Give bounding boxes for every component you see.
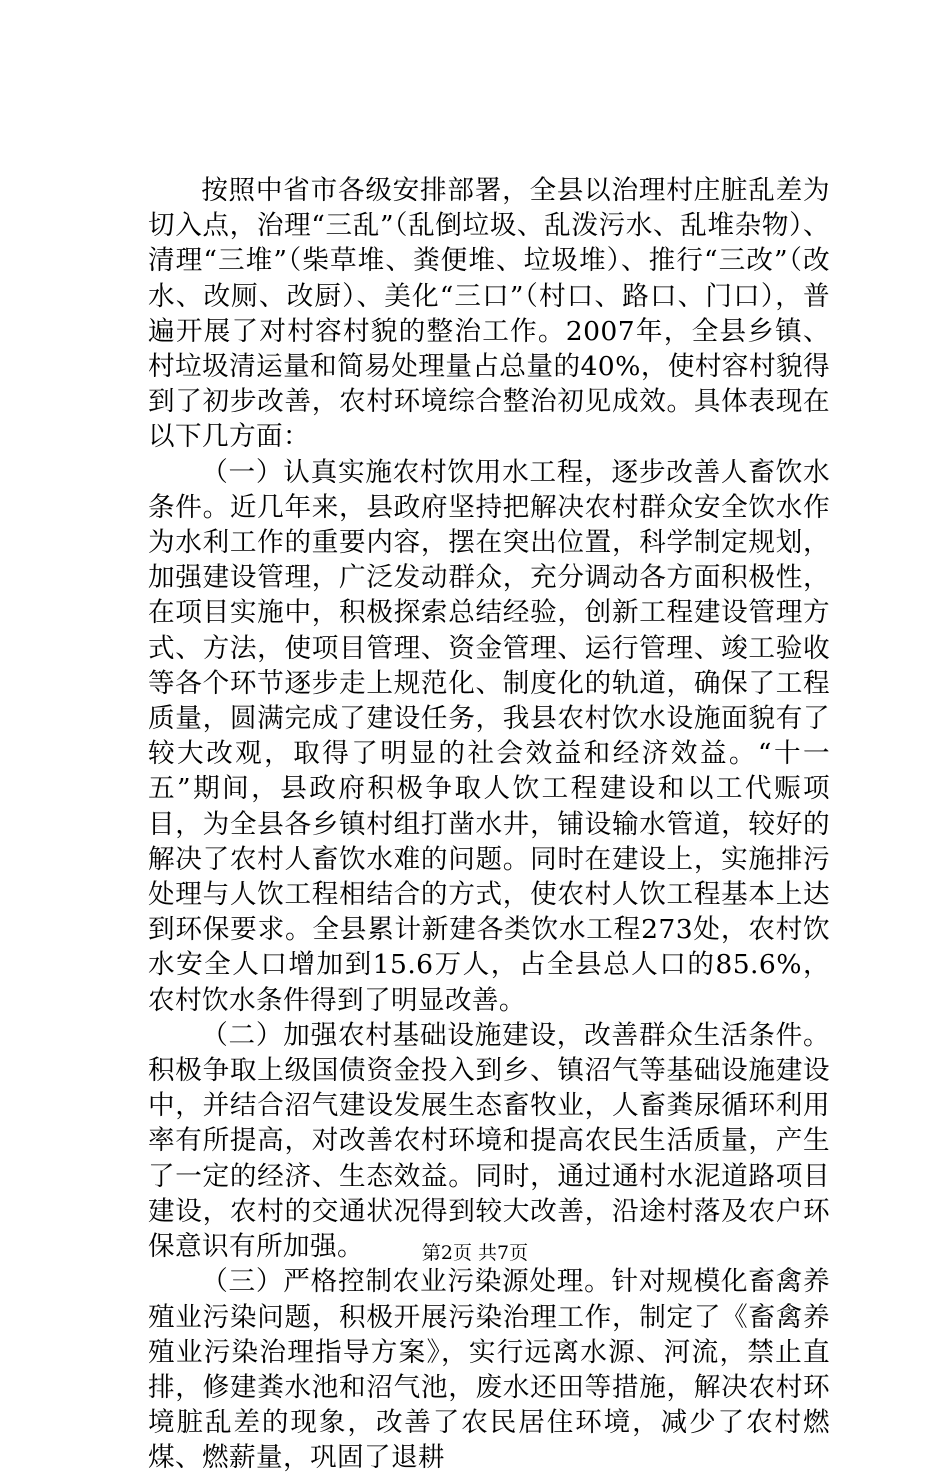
paragraph-section-1: （一）认真实施农村饮用水工程，逐步改善人畜饮水条件。近几年来，县政府坚持把解决农村群众安全饮水作为水利工作的重要内容，摆在突出位置，科学制定规划，加强建设管理，广泛发动群众，充分调动各方面积极性，在项目实施中，积极探索总结经验，创新工程建设管理方式、方法，使项目管理、资金管理、运行管理、竣工验收等各个环节逐步走上规范化、制度化的轨道，确保了工程质量，圆满完成了建设任务，我县农村饮水设施面貌有了较大改观，取得了明显的社会效益和经济效益。“十一五”期间，县政府积极争取人饮工程建设和以工代赈项目，为全县各乡镇村组打凿水井，铺设输水管道，较好的解决了农村人畜饮水难的问题。同时在建设上，实施排污处理与人饮工程相结合的方式，使农村人饮工程基本上达到环保要求。全县累计新建各类饮水工程273处，农村饮水安全人口增加到15.6万人，占全县总人口的85.6%，农村饮水条件得到了明显改善。 <box>148 456 830 1016</box>
paragraph-section-2: （二）加强农村基础设施建设，改善群众生活条件。积极争取上级国债资金投入到乡、镇沼气等基础设施建设中，并结合沼气建设发展生态畜牧业，人畜粪尿循环利用率有所提高，对改善农村环境和提高农民生活质量，产生了一定的经济、生态效益。同时，通过通村水泥道路项目建设，农村的交通状况得到较大改善，沿途村落及农户环保意识有所加强。 <box>148 1019 830 1263</box>
page-number-footer: 第2页 共7页 <box>421 1242 529 1264</box>
document-body <box>148 173 830 1476</box>
paragraph-section-3: （三）严格控制农业污染源处理。针对规模化畜禽养殖业污染问题，积极开展污染治理工作，制定了《畜禽养殖业污染治理指导方案》，实行远离水源、河流，禁止直排，修建粪水池和沼气池，废水还田等措施，解决农村环境脏乱差的现象，改善了农民居住环境，减少了农村燃煤、燃薪量，巩固了退耕 <box>148 1266 830 1474</box>
paragraph-intro: 按照中省市各级安排部署，全县以治理村庄脏乱差为切入点，治理“三乱”（乱倒垃圾、乱泼污水、乱堆杂物）、清理“三堆”（柴草堆、粪便堆、垃圾堆）、推行“三改”（改水、改厕、改厨）、美化“三口”（村口、路口、门口），普遍开展了对村容村貌的整治工作。2007年，全县乡镇、村垃圾清运量和简易处理量占总量的40%，使村容村貌得到了初步改善，农村环境综合整治初见成效。具体表现在以下几方面： <box>148 175 830 453</box>
